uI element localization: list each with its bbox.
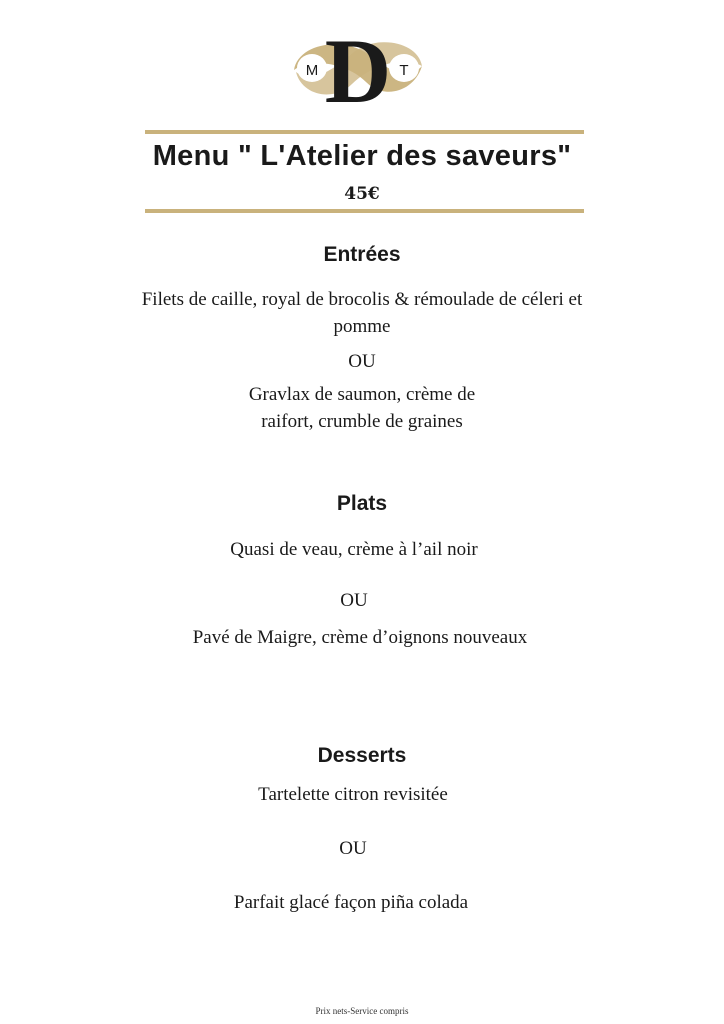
entrees-or: OU: [348, 351, 376, 372]
menu-price: 45€: [344, 184, 380, 204]
plats-or: OU: [340, 590, 368, 611]
logo-big-letter: D: [324, 22, 392, 114]
top-divider: [145, 130, 584, 134]
entree-option-2-line-2: raifort, crumble de graines: [261, 411, 463, 432]
desserts-heading: Desserts: [317, 744, 407, 767]
logo-left-letter: M: [305, 62, 319, 79]
dessert-option-2: Parfait glacé façon piña colada: [233, 892, 469, 913]
footer-note: Prix nets-Service compris: [315, 1006, 409, 1016]
entree-option-2-line-1: Gravlax de saumon, crème de: [248, 384, 476, 405]
entrees-heading: Entrées: [323, 243, 401, 266]
plats-heading: Plats: [336, 492, 388, 515]
logo-right-letter: T: [399, 62, 409, 79]
bottom-divider: [145, 209, 584, 213]
entree-option-1-line-2: pomme: [333, 316, 391, 337]
plat-option-1: Quasi de veau, crème à l’ail noir: [230, 539, 478, 560]
plat-option-2: Pavé de Maigre, crème d’oignons nouveaux: [192, 627, 528, 648]
desserts-or: OU: [339, 838, 367, 859]
menu-title: Menu " L'Atelier des saveurs": [152, 140, 572, 172]
entree-option-1-line-1: Filets de caille, royal de brocolis & rémoulade de céleri et: [141, 289, 583, 310]
dessert-option-1: Tartelette citron revisitée: [258, 784, 448, 805]
logo: [288, 22, 428, 114]
